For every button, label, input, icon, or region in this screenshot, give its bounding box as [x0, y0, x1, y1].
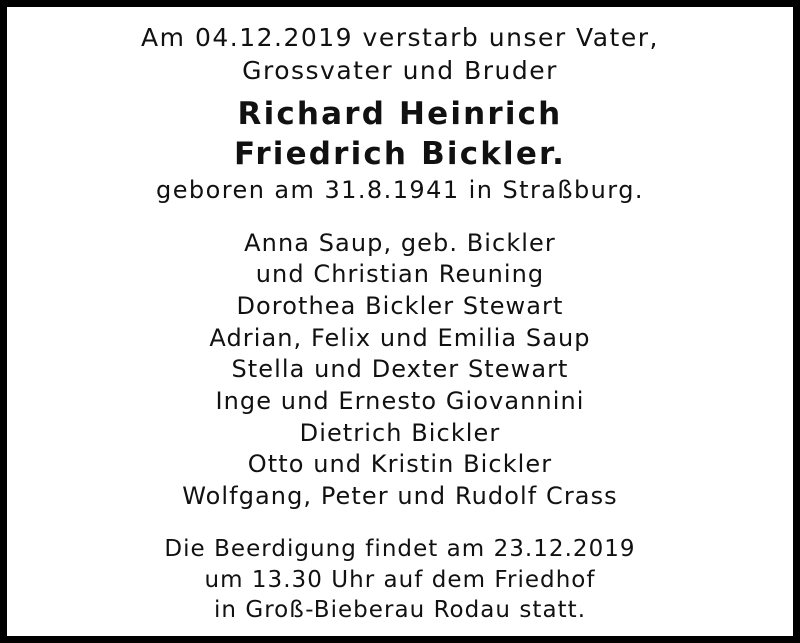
deceased-name-line-2: Friedrich Bickler.: [233, 136, 567, 173]
mourner-line: Otto und Kristin Bickler: [247, 450, 553, 479]
intro-line-2: Grossvater und Bruder: [242, 56, 558, 85]
mourner-line: Inge und Ernesto Giovannini: [215, 386, 585, 415]
funeral-line: um 13.30 Uhr auf dem Friedhof: [204, 566, 596, 593]
funeral-line: in Groß-Bieberau Rodau statt.: [213, 597, 587, 624]
funeral-line: Die Beerdigung findet am 23.12.2019: [164, 536, 636, 563]
mourner-line: Wolfgang, Peter und Rudolf Crass: [182, 481, 618, 510]
mourner-line: Dorothea Bickler Stewart: [236, 291, 564, 320]
mourner-line: und Christian Reuning: [255, 260, 545, 289]
mourner-line: Stella und Dexter Stewart: [231, 355, 569, 384]
mourner-line: Dietrich Bickler: [299, 418, 501, 447]
intro-line-1: Am 04.12.2019 verstarb unser Vater,: [141, 23, 659, 52]
mourner-line: Anna Saup, geb. Bickler: [244, 228, 556, 257]
birth-line: geboren am 31.8.1941 in Straßburg.: [156, 175, 644, 204]
mourner-line: Adrian, Felix und Emilia Saup: [209, 323, 591, 352]
deceased-name-line-1: Richard Heinrich: [237, 96, 563, 133]
